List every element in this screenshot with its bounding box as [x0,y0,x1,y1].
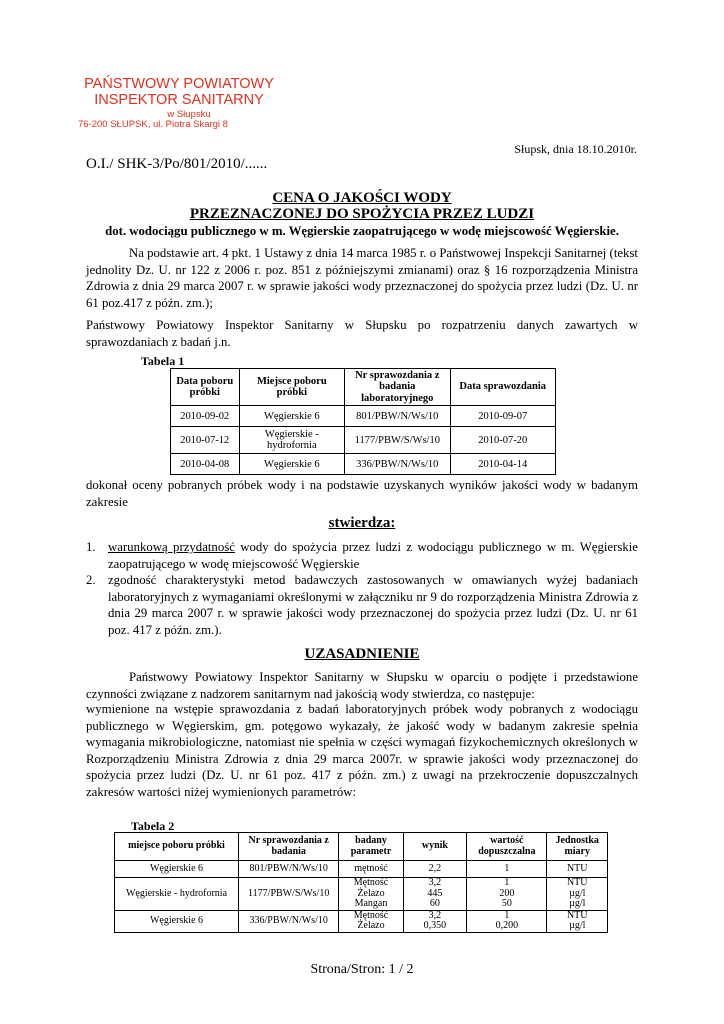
param-value: Mangan [354,898,388,909]
table-cell [339,910,403,932]
table-row [171,427,556,454]
intro-paragraph: Na podstawie art. 4 pkt. 1 Ustawy z dnia 14 marca 1985 r. o Państwowej Inspekcji Sanitarnej (tekst jednolity Dz. U. nr 122 z 2006 r. poz. 851 z późniejszymi zmianami) oraz § 16 rozporządzenia Ministra Zdrowia z dnia 29 marca 2007 r. w sprawie jakości wody przeznaczonej do spożycia przez ludzi (Dz. U. nr 61 poz.417 z późn. zm.); [86,246,638,310]
table-cell [467,861,547,878]
table2-header-row [115,833,608,861]
table-cell: 2010-09-02 [171,406,240,427]
param-value: mętność [354,862,388,874]
table-row [171,406,556,427]
table-cell: 2010-07-20 [450,427,556,454]
title-line1: CENA O JAKOŚCI WODY [272,190,452,206]
table2-header-cell: wynik [403,833,467,861]
table-cell: 2010-04-08 [171,454,240,475]
table-cell [467,878,547,911]
table-cell [403,861,467,878]
table1-label: Tabela 1 [141,354,185,368]
table-cell [467,910,547,932]
authority-name-line2: INSPEKTOR SANITARNY [94,92,264,108]
result-value: 445 [427,887,443,899]
second-paragraph: Państwowy Powiatowy Inspektor Sanitarny w Słupsku po rozpatrzeniu danych zawartych w sprawozdaniach z badań j.n. [86,318,638,349]
authority-city: w Słupsku [167,109,211,120]
unit-value: µg/l [569,920,586,931]
reference-number: O.I./ SHK-3/Po/801/2010/...... [86,156,268,172]
unit-value: NTU [566,909,588,921]
table-cell: 336/PBW/N/Ws/10 [345,454,450,475]
table1-header-row [171,369,556,406]
table-cell [547,861,608,878]
result-value: 3,2 [428,909,442,921]
result-value: 2,2 [428,862,442,874]
table-cell [339,861,403,878]
table-cell: 1177/PBW/S/Ws/10 [345,427,450,454]
table1-header-cell: Data sprawozdania [450,369,556,406]
finding-number: 1. [86,540,96,554]
table2 [114,832,608,933]
authority-address: 76-200 SŁUPSK, ul. Piotra Skargi 8 [78,119,228,130]
limit-value: 1 [504,909,510,921]
limit-value: 200 [499,887,515,899]
authority-name-line1: PAŃSTWOWY POWIATOWY [84,76,274,92]
table-cell [547,910,608,932]
table-cell [403,910,467,932]
table-cell: Węgierskie 6 [239,454,344,475]
table-cell: Węgierskie 6 [115,910,239,932]
table2-header-cell: miejsce poboru próbki [115,833,239,861]
section-heading-uzasadnienie: UZASADNIENIE [304,646,420,662]
param-value: Mętność [353,909,389,921]
table-cell: Węgierskie - hydrofornia [115,878,239,911]
limit-value: 0,200 [495,920,519,931]
table1-header-cell: Nr sprawozdania z badania laboratoryjnego [345,369,450,406]
table-row [115,861,608,878]
finding-number: 2. [86,573,96,587]
result-value: 3,2 [428,877,442,888]
table-cell [339,878,403,911]
table-row [171,454,556,475]
limit-value: 1 [504,877,510,888]
justification-paragraph-2: wymienione na wstępie sprawozdania z badań laboratoryjnych próbek wody pobranych z wodociągu publicznego w Węgierskim, gm. potęgowo wykazały, że jakość wody w badanym zakresie spełnia wymagania mikrobiologiczne, natomiast nie spełnia w części wymagań fizykochemicznych określonych w Rozporządzeniu Ministra Zdrowia z dnia 29 marca 2007r. w sprawie jakości wody przeznaczonej do spożycia przez ludzi (Dz. U. nr 61 poz. 417 z późn. zm.) z uwagi na przekroczenie dopuszczalnych zakresów wartości niżej wymienionych parametrów: [86,702,638,799]
result-value: 60 [429,898,440,909]
page-number: Strona/Stron: 1 / 2 [310,962,414,977]
limit-value: 1 [504,862,510,874]
result-value: 0,350 [423,920,447,931]
table-cell: 801/PBW/N/Ws/10 [345,406,450,427]
table2-header-cell: badany parametr [339,833,403,861]
table-row [115,910,608,932]
limit-value: 50 [501,898,512,909]
unit-value: NTU [566,877,588,888]
table-cell: 801/PBW/N/Ws/10 [238,861,338,878]
table-cell [403,878,467,911]
param-value: Mętność [353,877,389,888]
table-cell: Węgierskie - hydrofornia [239,427,344,454]
title-subject: dot. wodociągu publicznego w m. Węgierskie zaopatrującego w wodę miejscowość Węgierskie. [105,224,619,238]
table1 [170,368,556,475]
table-row [115,878,608,911]
param-value: Żelazo [357,887,385,899]
table-cell: 2010-07-12 [171,427,240,454]
unit-value: NTU [566,862,588,874]
section-heading-stwierdza: stwierdza: [328,515,396,531]
table-cell [547,878,608,911]
table-cell: Węgierskie 6 [239,406,344,427]
finding-item [108,539,638,572]
table-cell: Węgierskie 6 [115,861,239,878]
table-cell: 336/PBW/N/Ws/10 [238,910,338,932]
table2-header-cell: Jednostka miary [547,833,608,861]
param-value: Żelazo [357,920,385,931]
justification-paragraph-1: Państwowy Powiatowy Inspektor Sanitarny w Słupsku w oparciu o podjęte i przedstawione czynności związane z nadzorem sanitarnym nad jakością wody stwierdza, co następuje: [86,670,638,701]
place-date: Słupsk, dnia 18.10.2010r. [514,142,637,156]
table2-header-cell: wartość dopuszczalna [467,833,547,861]
table1-header-cell: Data poboru próbki [171,369,240,406]
unit-value: µg/l [569,898,586,909]
table-cell: 1177/PBW/S/Ws/10 [238,878,338,911]
finding-item: zgodność charakterystyki metod badawczych zastosowanych w omawianych wyżej badaniach laboratoryjnych z wymaganiami określonymi w załączniku nr 9 do rozporządzenia Ministra Zdrowia z dnia 29 marca 2007 r. w sprawie jakości wody przeznaczonej do spożycia przez ludzi (Dz. U. nr 61 poz. 417 z późn. zm.). [108,573,638,637]
unit-value: µg/l [569,887,586,899]
after-table-paragraph: dokonał oceny pobranych próbek wody i na podstawie uzyskanych wyników jakości wody w badanym zakresie [86,478,638,509]
finding-text: wody do spożycia przez ludzi z wodociągu publicznego w m. Węgierskie zaopatrującego w wodę miejscowość Węgierskie [108,540,638,571]
table-cell: 2010-04-14 [450,454,556,475]
table-cell: 2010-09-07 [450,406,556,427]
table1-header-cell: Miejsce poboru próbki [239,369,344,406]
finding-emphasis: warunkową przydatność [108,540,235,554]
title-line2: PRZEZNACZONEJ DO SPOŻYCIA PRZEZ LUDZI [189,206,535,222]
table2-label: Tabela 2 [131,819,175,833]
table2-header-cell: Nr sprawozdania z badania [238,833,338,861]
